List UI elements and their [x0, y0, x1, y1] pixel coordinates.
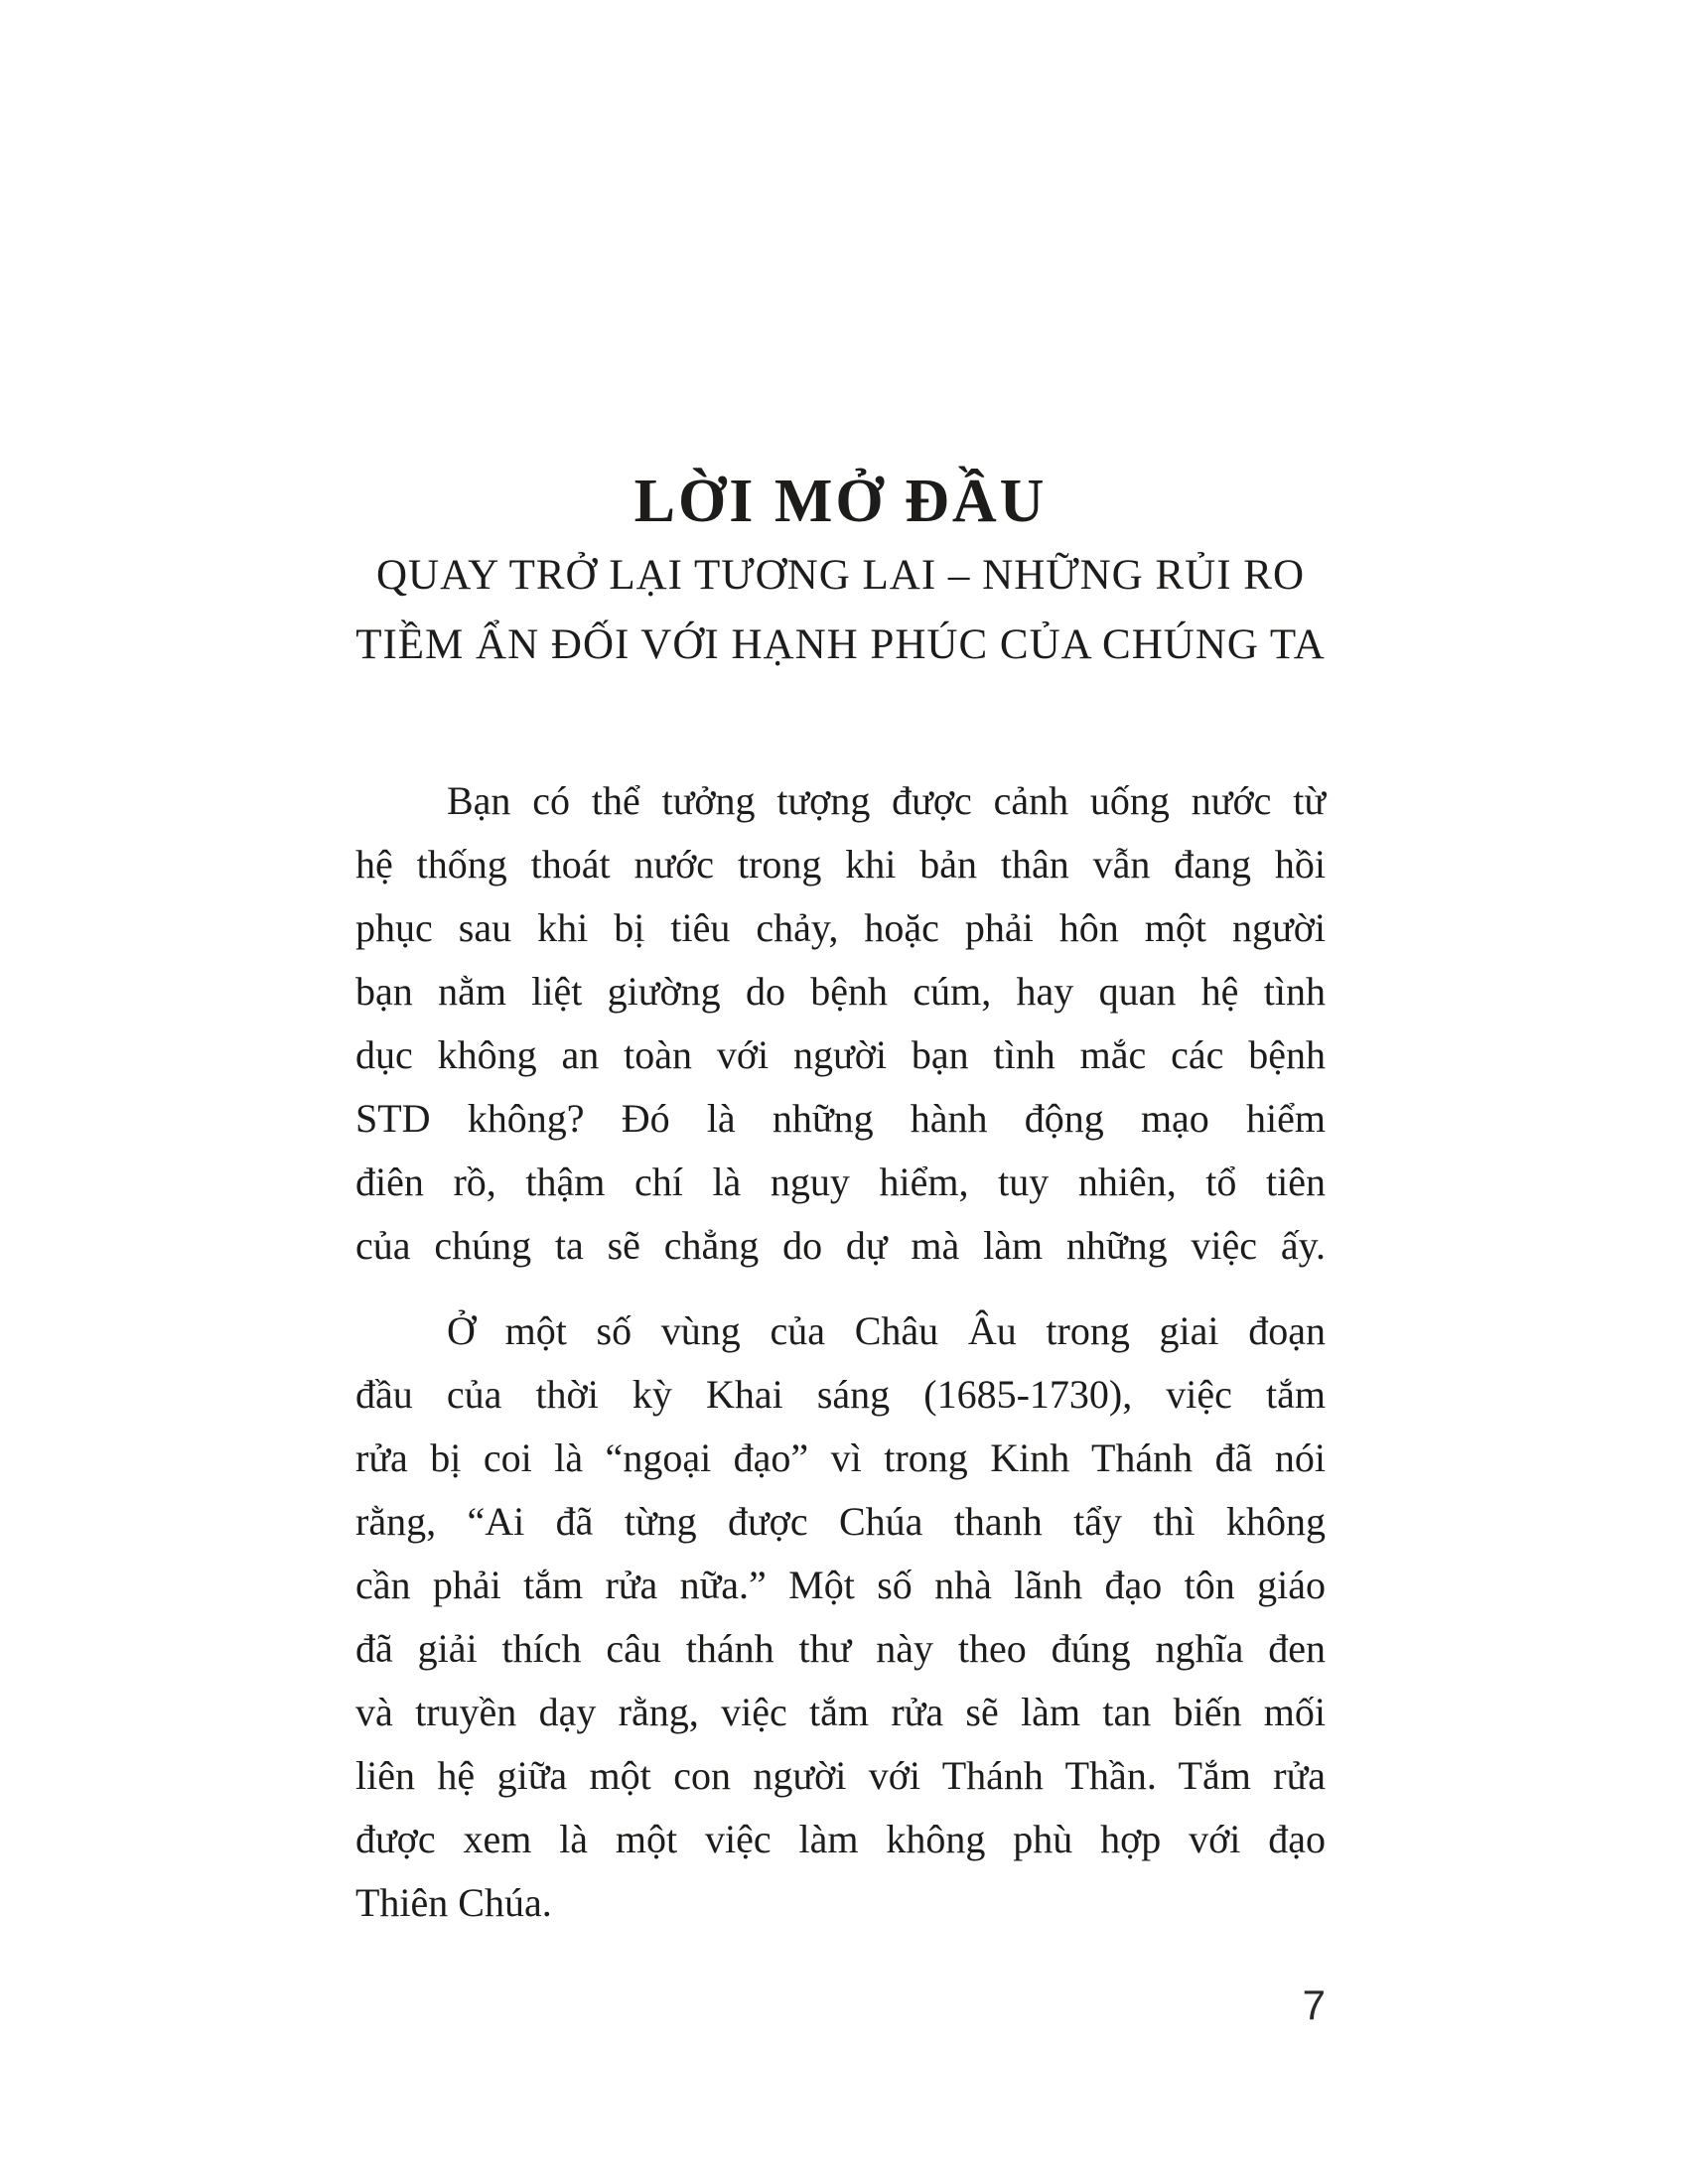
text-line: cần phải tắm rửa nữa.” Một số nhà lãnh đạo tôn giáo — [355, 1563, 1326, 1607]
page-number: 7 — [1302, 1981, 1326, 2028]
paragraph — [355, 1299, 1326, 1935]
text-line: phục sau khi bị tiêu chảy, hoặc phải hôn một người — [355, 905, 1326, 950]
text-line: được xem là một việc làm không phù hợp với đạo — [355, 1817, 1326, 1861]
text-line: hệ thống thoát nước trong khi bản thân vẫn đang hồi — [355, 842, 1326, 887]
text-line: và truyền dạy rằng, việc tắm rửa sẽ làm tan biến mối — [355, 1690, 1326, 1734]
text-line: liên hệ giữa một con người với Thánh Thần. Tắm rửa — [355, 1753, 1326, 1798]
subtitle-line: QUAY TRỞ LẠI TƯƠNG LAI – NHỮNG RỦI RO — [375, 552, 1306, 599]
text-line: Thiên Chúa. — [355, 1880, 552, 1925]
body-text — [355, 769, 1326, 1935]
paragraph — [355, 769, 1326, 1278]
text-line: rằng, “Ai đã từng được Chúa thanh tẩy thì không — [355, 1499, 1326, 1544]
text-line: bạn nằm liệt giường do bệnh cúm, hay quan hệ tình — [355, 969, 1326, 1014]
text-line: điên rồ, thậm chí là nguy hiểm, tuy nhiên, tổ tiên — [355, 1160, 1326, 1204]
text-line: đã giải thích câu thánh thư này theo đúng nghĩa đen — [355, 1626, 1326, 1671]
text-line: dục không an toàn với người bạn tình mắc các bệnh — [355, 1032, 1326, 1077]
text-line: rửa bị coi là “ngoại đạo” vì trong Kinh Thánh đã nói — [355, 1435, 1326, 1480]
text-line: của chúng ta sẽ chẳng do dự mà làm những việc ấy. — [355, 1223, 1326, 1268]
content-column — [355, 0, 1326, 2184]
text-line: STD không? Đó là những hành động mạo hiểm — [355, 1096, 1326, 1141]
text-line: Bạn có thể tưởng tượng được cảnh uống nước từ — [447, 778, 1326, 823]
subtitle-line: TIỀM ẨN ĐỐI VỚI HẠNH PHÚC CỦA CHÚNG TA — [355, 621, 1326, 668]
chapter-subtitle — [355, 541, 1326, 680]
text-line: đầu của thời kỳ Khai sáng (1685-1730), việc tắm — [355, 1372, 1326, 1417]
page-title: LỜI MỞ ĐẦU — [633, 467, 1048, 535]
text-line: Ở một số vùng của Châu Âu trong giai đoạn — [447, 1308, 1326, 1353]
